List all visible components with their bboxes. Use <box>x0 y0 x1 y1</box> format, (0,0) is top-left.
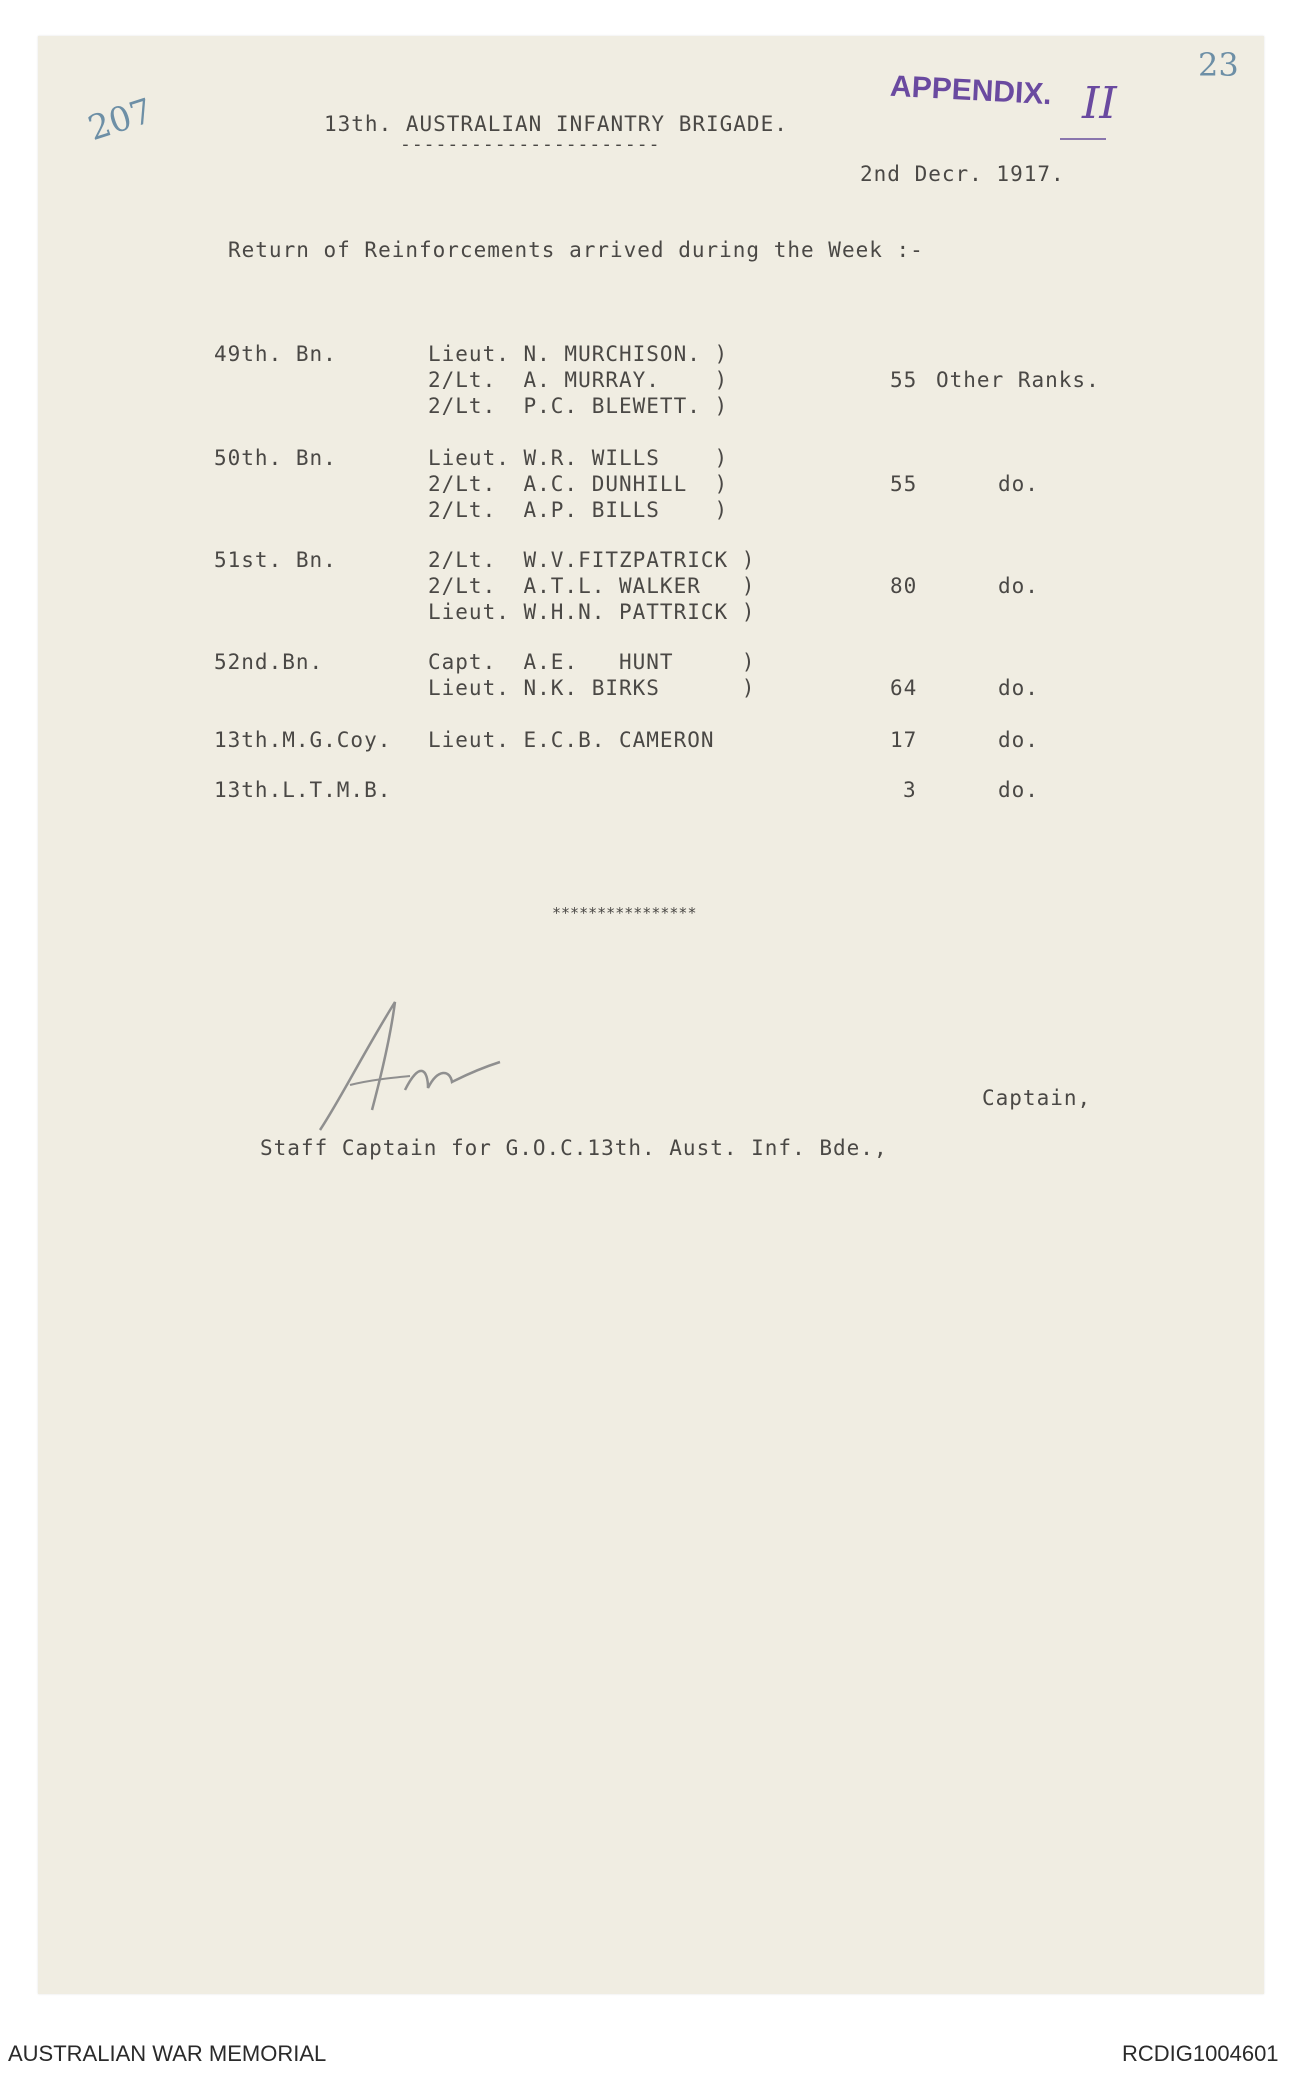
return-intro: Return of Reinforcements arrived during the Week :- <box>228 238 924 262</box>
document-date: 2nd Decr. 1917. <box>860 162 1065 186</box>
unit-label: 13th.M.G.Coy. <box>214 728 392 752</box>
unit-label: 49th. Bn. <box>214 342 337 366</box>
appendix-stamp: APPENDIX. <box>889 69 1053 112</box>
ranks-count: 17 <box>890 728 918 752</box>
officer-line: 2/Lt. A.C. DUNHILL ) <box>428 472 729 496</box>
closing-rank: Captain, <box>982 1086 1092 1110</box>
appendix-numeral: II <box>1082 78 1117 129</box>
officer-line: 2/Lt. A. MURRAY. ) <box>428 368 729 392</box>
ranks-label: Other Ranks. <box>936 368 1100 392</box>
unit-label: 51st. Bn. <box>214 548 337 572</box>
ranks-label: do. <box>998 676 1039 700</box>
heading-underline: ---------------------- <box>400 134 661 155</box>
officer-line: Lieut. N. MURCHISON. ) <box>428 342 729 366</box>
ranks-count: 3 <box>903 778 917 802</box>
ranks-label: do. <box>998 574 1039 598</box>
unit-label: 52nd.Bn. <box>214 650 324 674</box>
officer-line: 2/Lt. A.P. BILLS ) <box>428 498 729 522</box>
officer-line: Lieut. W.R. WILLS ) <box>428 446 729 470</box>
document-sheet <box>38 36 1264 1994</box>
officer-line: 2/Lt. A.T.L. WALKER ) <box>428 574 756 598</box>
officer-line: Lieut. E.C.B. CAMERON <box>428 728 715 752</box>
officer-line: 2/Lt. P.C. BLEWETT. ) <box>428 394 729 418</box>
ranks-label: do. <box>998 472 1039 496</box>
section-divider: **************** <box>552 904 697 922</box>
officer-line: Lieut. W.H.N. PATTRICK ) <box>428 600 756 624</box>
unit-label: 13th.L.T.M.B. <box>214 778 392 802</box>
ranks-count: 55 <box>890 368 918 392</box>
footer-institution: AUSTRALIAN WAR MEMORIAL <box>8 2041 327 2066</box>
ranks-count: 55 <box>890 472 918 496</box>
officer-line: 2/Lt. W.V.FITZPATRICK ) <box>428 548 756 572</box>
officer-line: Capt. A.E. HUNT ) <box>428 650 756 674</box>
ranks-count: 80 <box>890 574 918 598</box>
appendix-numeral-underline <box>1060 138 1106 140</box>
handwritten-signature <box>310 990 520 1140</box>
folio-number-right: 23 <box>1198 46 1239 84</box>
unit-label: 50th. Bn. <box>214 446 337 470</box>
ranks-label: do. <box>998 728 1039 752</box>
footer-reference-id: RCDIG1004601 <box>1122 2041 1279 2066</box>
ranks-count: 64 <box>890 676 918 700</box>
ranks-label: do. <box>998 778 1039 802</box>
closing-title: Staff Captain for G.O.C.13th. Aust. Inf. Bde., <box>260 1136 888 1160</box>
folio-number-left: 207 <box>83 90 158 150</box>
brigade-heading: 13th. AUSTRALIAN INFANTRY BRIGADE. <box>324 112 788 136</box>
officer-line: Lieut. N.K. BIRKS ) <box>428 676 756 700</box>
